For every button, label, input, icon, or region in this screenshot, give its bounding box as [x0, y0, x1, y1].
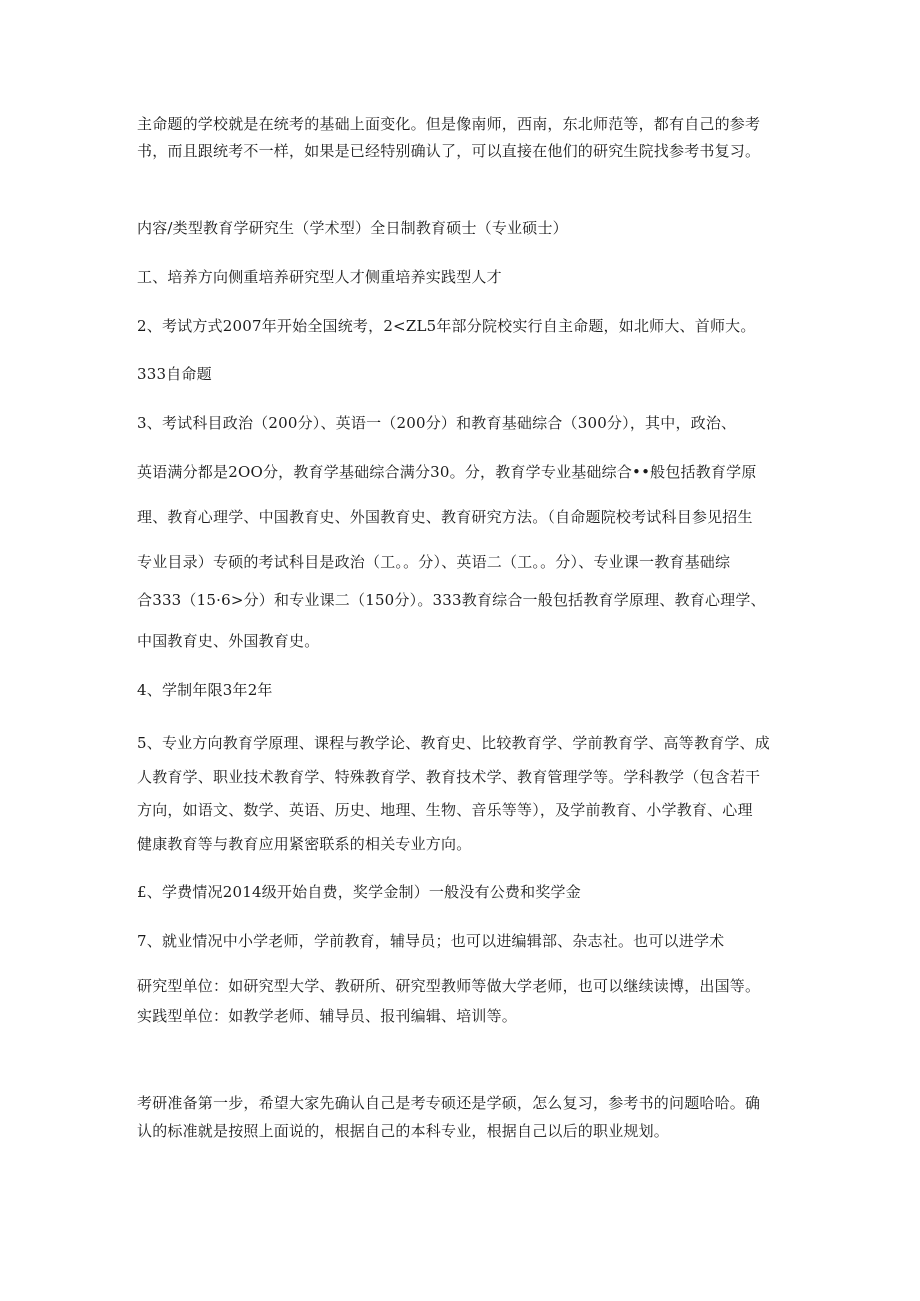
research-units: 研究型单位：如研究型大学、教研所、研究型教师等做大学老师，也可以继续读博，出国等。 [137, 977, 761, 995]
practice-units: 实践型单位：如教学老师、辅导员、报刊编辑、培训等。 [137, 1007, 518, 1025]
item-3-line-5: 合333（15·6>分）和专业课二（150分）。333教育综合一般包括教育学原理、教育心理学、 [137, 591, 766, 609]
closing-line-1: 考研准备第一步，希望大家先确认自己是考专硕还是学硕，怎么复习，参考书的问题哈哈。确 [137, 1094, 761, 1112]
item-3-line-2: 英语满分都是2OO分，教育学基础综合满分30。分，教育学专业基础综合••般包括教育学原 [137, 463, 757, 481]
item-4: 4、学制年限3年2年 [137, 681, 273, 699]
item-5-line-3: 方向，如语文、数学、英语、历史、地理、生物、音乐等等），及学前教育、小学教育、心理 [137, 801, 753, 819]
closing-line-2: 认的标准就是按照上面说的，根据自己的本科专业，根据自己以后的职业规划。 [137, 1122, 670, 1140]
item-5-line-4: 健康教育等与教育应用紧密联系的相关专业方向。 [137, 835, 472, 853]
item-7: 7、就业情况中小学老师，学前教育，辅导员；也可以进编辑部、杂志社。也可以进学术 [137, 932, 725, 950]
item-1: 工、培养方向侧重培养研究型人才侧重培养实践型人才 [137, 268, 502, 286]
table-header: 内容/类型教育学研究生（学术型）全日制教育硕士（专业硕士） [137, 219, 568, 237]
item-6: £、学费情况2014级开始自费，奖学金制）一般没有公费和奖学金 [137, 883, 581, 901]
intro-line-2: 书，而且跟统考不一样，如果是已经特别确认了，可以直接在他们的研究生院找参考书复习。 [137, 142, 761, 160]
item-2: 2、考试方式2007年开始全国统考，2<ZL5年部分院校实行自主命题，如北师大、首师大。 [137, 317, 756, 335]
item-5-line-2: 人教育学、职业技术教育学、特殊教育学、教育技术学、教育管理学等。学科教学（包含若干 [137, 768, 761, 786]
item-3-line-1: 3、考试科目政治（200分）、英语一（200分）和教育基础综合（300分），其中，政治、 [137, 414, 737, 432]
item-5-line-1: 5、专业方向教育学原理、课程与教学论、教育史、比较教育学、学前教育学、高等教育学、成 [137, 734, 770, 752]
item-2b: 333自命题 [137, 365, 212, 383]
item-3-line-3: 理、教育心理学、中国教育史、外国教育史、教育研究方法。（自命题院校考试科目参见招生 [137, 508, 753, 526]
item-3-line-6: 中国教育史、外国教育史。 [137, 632, 320, 650]
item-3-line-4: 专业目录）专硕的考试科目是政治（工。。分）、英语二（工。。分）、专业课一教育基础综 [137, 553, 731, 571]
intro-line-1: 主命题的学校就是在统考的基础上面变化。但是像南师，西南，东北师范等，都有自己的参考 [137, 115, 761, 133]
